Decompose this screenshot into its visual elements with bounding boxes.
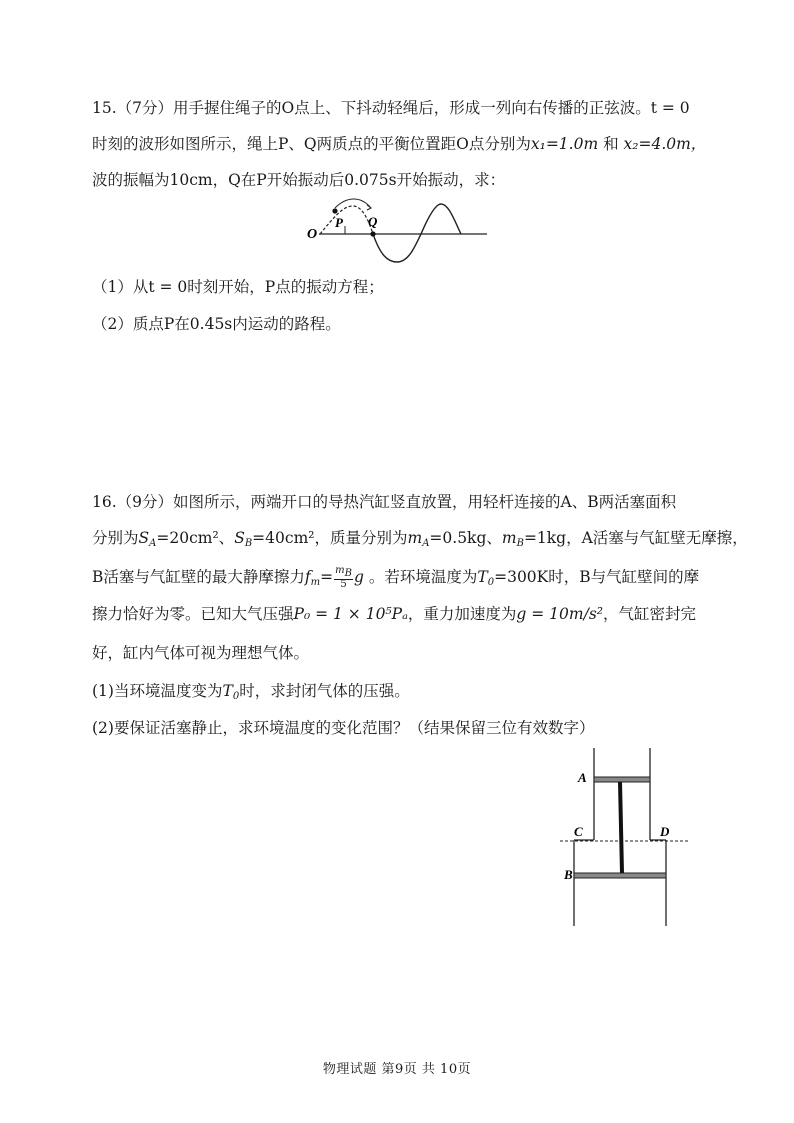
q16-label-d: D bbox=[660, 824, 670, 839]
q16-fraction-den: 5 bbox=[340, 579, 347, 590]
q15-line-2 bbox=[92, 134, 712, 154]
q16-sub-1b: 时，求封闭气体的压强。 bbox=[239, 682, 410, 700]
q16-line-2: 分别为$S_A=20cm^2$、$S_B=40cm^2$，质量分别为$m_A=0.5kg$、$m_B=1kg$，A活塞与气缸壁无摩擦， bbox=[92, 529, 748, 549]
q16-cylinder-figure bbox=[556, 748, 696, 930]
page-footer: 物理试题 第9页 共 10页 bbox=[322, 1062, 472, 1077]
q16-sub-1a: (1)当环境温度变为 bbox=[92, 682, 223, 700]
q15-and: 和 bbox=[598, 135, 624, 153]
q16-t0: =300K时，B与气缸壁间的摩 bbox=[494, 568, 700, 586]
q16-sub-2: (2)要保证活塞静止，求环境温度的变化范围？（结果保留三位有效数字） bbox=[92, 719, 595, 737]
q16-line-1: 16.（9分）如图所示，两端开口的导热汽缸竖直放置，用轻杆连接的A、B两活塞面积 bbox=[92, 493, 677, 511]
q16-label-c: C bbox=[574, 824, 583, 839]
q16-line-3b: 。若环境温度为 bbox=[368, 568, 478, 586]
q15-x1: x₁=1.0m bbox=[530, 135, 599, 153]
q15-line-2-text: 时刻的波形如图所示，绳上P、Q两质点的平衡位置距O点分别为 bbox=[92, 135, 531, 153]
q16-line-3: B活塞与气缸壁的最大静摩擦力$f_m=$ $\frac{m_B}{5}$ g 。若环境温度为$T_0=300K$时，B与气缸壁间的摩 bbox=[92, 565, 700, 590]
q16-fraction: $\frac{m_B}{5}$ bbox=[335, 565, 352, 590]
q16-line-5b: ，气缸密封完 bbox=[602, 605, 696, 623]
q16-ma: =0.5kg、 bbox=[429, 529, 502, 547]
q15-x2: x₂=4.0m， bbox=[623, 135, 707, 153]
q15-label-q: Q bbox=[368, 214, 378, 229]
q16-g: g = 10m/s² bbox=[516, 605, 603, 623]
q15-line-1: 15.（7分）用手握住绳子的O点上、下抖动轻绳后，形成一列向右传播的正弦波。t = 0 bbox=[92, 99, 690, 117]
q15-wave-figure bbox=[305, 196, 495, 268]
q15-label-p: P bbox=[335, 215, 343, 230]
q15-line-3: 波的振幅为10cm，Q在P开始振动后0.075s开始振动，求： bbox=[92, 171, 506, 189]
q16-sa: =20cm²、 bbox=[156, 529, 235, 547]
q16-sub-1: (1)当环境温度变为$T_0$时，求封闭气体的压强。 bbox=[92, 682, 410, 702]
q16-p0: P₀ = 1 × 10⁵Pₐ bbox=[293, 605, 408, 623]
q16-label-b: B bbox=[564, 867, 573, 882]
q16-line-2a: 分别为 bbox=[92, 529, 139, 547]
q16-line-4a: 擦力恰好为零。已知大气压强 bbox=[92, 605, 294, 623]
q16-line-6: 好，缸内气体可视为理想气体。 bbox=[92, 644, 310, 662]
q15-sub-1: （1）从t = 0时刻开始，P点的振动方程； bbox=[92, 278, 384, 296]
q16-line-3a: B活塞与气缸壁的最大静摩擦力 bbox=[92, 568, 305, 586]
q16-sb: =40cm²，质量分别为 bbox=[252, 529, 408, 547]
q15-label-o: O bbox=[307, 227, 318, 242]
q16-fraction-num: m bbox=[335, 565, 345, 576]
q16-mb: =1kg，A活塞与气缸壁无摩擦， bbox=[523, 529, 748, 547]
q16-line-4 bbox=[92, 604, 712, 624]
q16-label-a: A bbox=[578, 770, 587, 785]
q15-sub-2: （2）质点P在0.45s内运动的路程。 bbox=[92, 315, 341, 333]
q16-line-5a: ，重力加速度为 bbox=[407, 605, 517, 623]
